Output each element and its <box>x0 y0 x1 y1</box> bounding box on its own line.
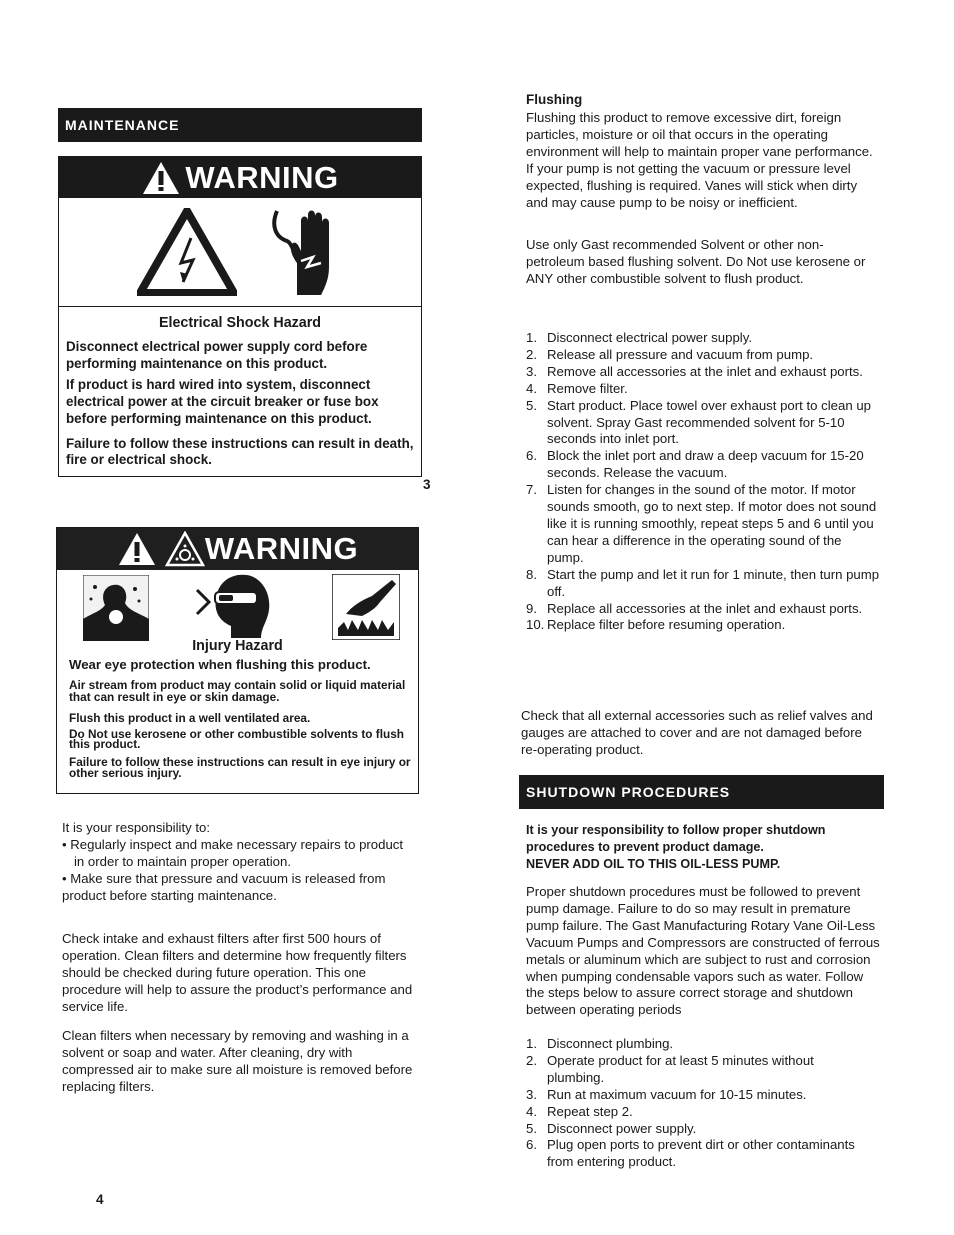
list-item-number: 1. <box>526 1036 537 1051</box>
list-item-number: 8. <box>526 566 537 582</box>
page-number: 4 <box>96 1192 104 1207</box>
shutdown-steps-list <box>526 1036 866 1171</box>
list-item-text: Remove filter. <box>547 380 628 396</box>
flushing-paragraph-2: Use only Gast recommended Solvent or other non-petroleum based flushing solvent. Do Not use kerosene or ANY other combustible solvent to flush product. <box>526 237 866 286</box>
shutdown-header <box>519 775 884 809</box>
maintenance-header <box>58 108 422 142</box>
list-item-text: Block the inlet port and draw a deep vacuum for 15-20 seconds. Release the vacuum. <box>547 448 864 481</box>
responsibility-section <box>62 820 412 905</box>
eye-protection-icon <box>193 572 277 638</box>
list-item-number: 2. <box>526 1052 537 1068</box>
shutdown-responsibility: It is your responsibility to follow proper shutdown procedures to prevent product damage. <box>526 823 826 854</box>
list-item-number: 9. <box>526 600 537 616</box>
warning-line: Do Not use kerosene or other combustible solvents to flush this product. <box>69 727 404 751</box>
injury-hazard-title: Injury Hazard <box>192 638 283 654</box>
list-item-text: Disconnect plumbing. <box>547 1036 674 1051</box>
responsibility-bullet: • Regularly inspect and make necessary repairs to product in order to maintain proper operation. <box>62 836 404 869</box>
list-item-text: Operate product for at least 5 minutes without plumbing. <box>547 1052 814 1085</box>
list-item-number: 4. <box>526 1103 537 1119</box>
list-item-text: Replace all accessories at the inlet and exhaust ports. <box>547 600 863 616</box>
accessories-paragraph: Check that all external accessories such as relief valves and gauges are attached to cover and are not damaged before re-operating product. <box>521 708 873 757</box>
shutdown-bold-notice <box>526 822 876 873</box>
list-item-text: Start product. Place towel over exhaust port to clean up solvent. Spray Gast recommended solvent for 5-10 seconds into inlet port. <box>547 397 872 447</box>
warning-lead: Wear eye protection when flushing this product. <box>69 657 371 672</box>
flushing-title: Flushing <box>526 92 583 107</box>
warning-banner <box>57 528 418 570</box>
maintenance-header-text: MAINTENANCE <box>65 117 180 133</box>
electrocuted-hand-icon <box>271 207 343 297</box>
injury-pictograms <box>57 570 418 654</box>
list-item-text: Replace filter before resuming operation. <box>547 617 786 633</box>
warning-banner <box>59 157 421 198</box>
list-item-number: 5. <box>526 397 537 413</box>
list-item-number: 4. <box>526 380 537 396</box>
no-oil-notice: NEVER ADD OIL TO THIS OIL-LESS PUMP. <box>526 856 781 871</box>
electrical-warning-box <box>58 156 422 477</box>
filters-paragraph-2: Clean filters when necessary by removing and washing in a solvent or soap and water. After cleaning, dry with compressed air to make sure all moisture is removed before replacing filters. <box>62 1028 413 1094</box>
list-item <box>526 567 880 601</box>
warning-triangle-icon <box>117 531 157 567</box>
shutdown-paragraph: Proper shutdown procedures must be followed to prevent pump damage. Failure to do so may result in premature pump failure. The Gast Manufacturing Rotary Vane Oil-Less Vacuum Pumps and Compressors are constructed of ferrous metals or aluminum which are subject to rust and corrosion when pumping condensable vapors such as water. Follow the steps below to assure correct storage and shutdown between operating periods <box>526 884 880 1018</box>
list-item <box>526 330 880 347</box>
list-item-number: 3. <box>526 1086 537 1102</box>
warning-line: Flush this product in a well ventilated area. <box>69 711 311 725</box>
list-item-text: Listen for changes in the sound of the motor. If motor sounds smooth, go to next step. If motor does not sound like it is running smoothly, repeat steps 5 and 6 until you can hear a difference in the operating sound of the pump. <box>547 482 877 565</box>
list-item-number: 1. <box>526 330 537 345</box>
warning-title: WARNING <box>185 159 339 195</box>
warning-triangle-icon <box>141 160 181 196</box>
list-item-number: 2. <box>526 346 537 362</box>
list-item-number: 6. <box>526 1137 537 1153</box>
responsibility-bullet: • Make sure that pressure and vacuum is released from product before starting maintenance. <box>62 870 386 903</box>
list-item-text: Disconnect electrical power supply. <box>547 330 752 345</box>
warning-line: Failure to follow these instructions can result in death, fire or electrical shock. <box>66 435 414 468</box>
list-item <box>526 1137 866 1171</box>
injury-warning-text <box>57 657 418 779</box>
list-item-text: Run at maximum vacuum for 10-15 minutes. <box>547 1086 807 1102</box>
electrical-shock-triangle-icon <box>137 208 237 296</box>
list-item <box>526 347 880 364</box>
list-item-number: 3. <box>526 363 537 379</box>
hot-surface-icon <box>332 574 400 640</box>
list-item <box>526 617 880 634</box>
list-item-number: 5. <box>526 1120 537 1136</box>
list-item <box>526 1053 866 1087</box>
list-item-text: Start the pump and let it run for 1 minute, then turn pump off. <box>547 566 880 599</box>
injury-warning-box <box>56 527 419 794</box>
list-item <box>526 1087 866 1104</box>
list-item-text: Release all pressure and vacuum from pump. <box>547 346 814 362</box>
electrical-pictograms <box>59 198 421 307</box>
list-item-number: 10. <box>526 617 545 633</box>
flushing-steps-list <box>526 330 880 634</box>
warning-line: Air stream from product may contain solid or liquid material that can result in eye or skin damage. <box>69 678 406 704</box>
list-item <box>526 448 880 482</box>
list-item-number: 6. <box>526 448 537 464</box>
filters-paragraph-1: Check intake and exhaust filters after first 500 hours of operation. Clean filters and determine how frequently filters should be checked during future operation. This one procedure will help to assure the product’s performance and service life. <box>62 931 413 1014</box>
list-item-text: Plug open ports to prevent dirt or other contaminants from entering product. <box>547 1137 855 1170</box>
stray-page-number: 3 <box>423 477 431 492</box>
electrical-hazard-title: Electrical Shock Hazard <box>158 315 322 331</box>
list-item <box>526 1121 866 1138</box>
warning-line: Failure to follow these instructions can result in eye injury or other serious injury. <box>69 755 411 780</box>
list-item-text: Repeat step 2. <box>547 1103 633 1119</box>
warning-title: WARNING <box>204 531 359 566</box>
warning-line: If product is hard wired into system, disconnect electrical power at the circuit breaker or fuse box before performing maintenance on this product. <box>66 376 379 426</box>
list-item-text: Remove all accessories at the inlet and exhaust ports. <box>547 363 863 379</box>
shutdown-header-text: SHUTDOWN PROCEDURES <box>526 784 731 800</box>
flushing-paragraph-1: Flushing this product to remove excessive dirt, foreign particles, moisture or oil that occurs in the operating environment will help to maintain proper vane performance. If your pump is not getting the vacuum or pressure level expected, flushing is required. Vanes will stick when dirty and may cause pump to be noisy or inefficient. <box>526 110 873 210</box>
debris-face-icon <box>83 575 149 641</box>
list-item-number: 7. <box>526 482 537 498</box>
flying-debris-triangle-icon <box>165 531 205 567</box>
list-item <box>526 1104 866 1121</box>
electrical-warning-text <box>59 339 421 469</box>
list-item <box>526 364 880 381</box>
responsibility-intro: It is your responsibility to: <box>62 820 211 835</box>
list-item <box>526 601 880 618</box>
list-item <box>526 381 880 398</box>
list-item <box>526 482 880 567</box>
warning-line: Disconnect electrical power supply cord before performing maintenance on this product. <box>66 339 368 371</box>
list-item-text: Disconnect power supply. <box>547 1120 697 1136</box>
list-item <box>526 398 880 449</box>
list-item <box>526 1036 866 1053</box>
